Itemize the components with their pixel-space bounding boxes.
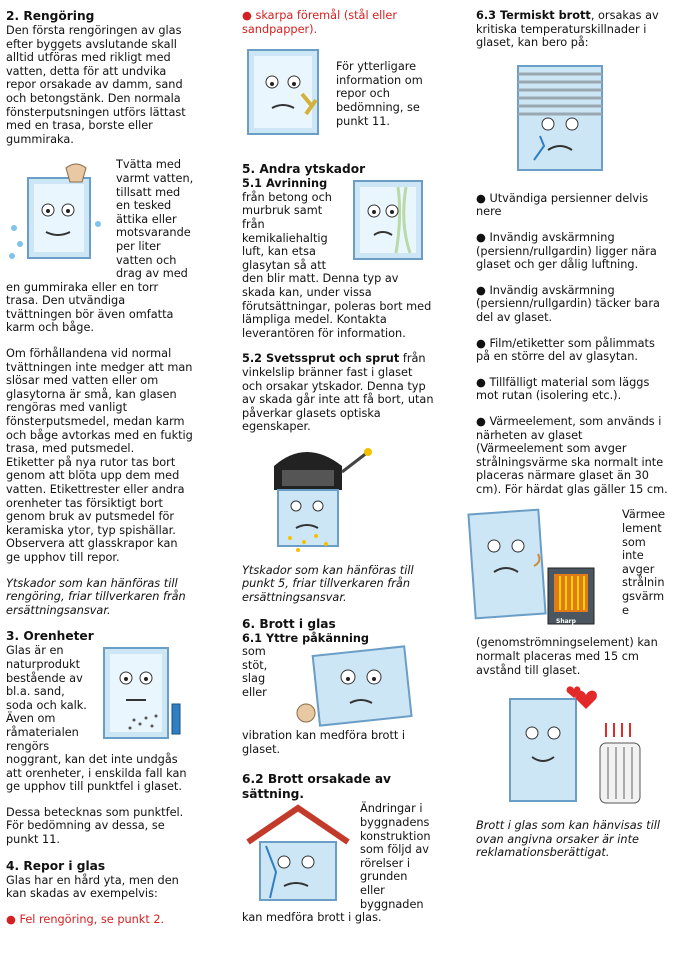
avrinning-text: från betong och murbruk samt från kemikaliehaltig luft, kan etsa glasytan så att den blir matt. Denna typ av skada kan, under vissa förutsättningar, poleras bort med lämpliga medel. Kontakta leverantören för information. <box>242 190 432 340</box>
yttre-paragraph <box>242 632 434 646</box>
heater-figure-row <box>476 506 668 636</box>
repor-bullet-skarpa: ● skarpa föremål (stål eller sandpapper). <box>242 9 398 36</box>
svets-title: 5.2 Svetssprut och sprut <box>242 352 400 366</box>
varme-side-text: Värmeelement som inte avger strålningsvärme <box>622 508 666 617</box>
svets-text: från vinkelslip bränner fast i glaset och orsakar ytskador. Denna typ av skada går inte att få bort, utan påverkar glasets optiska egenskaper. <box>242 352 434 434</box>
repor-bullet-rengoring: ● Fel rengöring, se punkt 2. <box>6 912 165 926</box>
sattning-title: 6.2 Brott orsakade av sättning. <box>242 772 391 802</box>
yttre-title: 6.1 Yttre påkänning <box>242 631 370 645</box>
section-2-heading: 2. Rengöring <box>6 9 95 23</box>
impact-glass-illustration <box>294 645 434 727</box>
bullet-avskarmning-del: ● Invändig avskärmning (persienn/rullgardin) täcker bara del av glaset. <box>476 283 660 324</box>
section-3-heading: 3. Orenheter <box>6 629 94 644</box>
termiskt-text: , orsakas av kritiska temperaturskillnader i glaset, kan bero på: <box>476 9 659 50</box>
final-note: Brott i glas som kan hänvisas till ovan angivna orsaker är inte reklamationsberättigat. <box>476 819 660 860</box>
scratched-glass-illustration <box>242 44 330 140</box>
ytskador-rengoring-note: Ytskador som kan hänföras till rengöring, friar tillverkaren från ersättningsansvar. <box>6 576 186 617</box>
orenheter-text: Glas är en naturprodukt bestående av bl.a. sand, soda och kalk. Även om råmaterialen rengörs noggrant, kan det inte undgås att orenheter, i enskilda fall kan ge upphov till punktfel i glaset. <box>6 644 187 794</box>
etiketter-text: Etiketter på nya rutor tas bort genom att blöta upp dem med vatten. Etikettrester eller andra orenheter tas försiktigt bort genom bruk av putsmedel för keramiska ytor, typ spishällar. Observera att glasskrapor kan ge upphov till repor. <box>6 455 185 564</box>
ytskador-punkt5-note: Ytskador som kan hänföras till punkt 5, friar tillverkaren från ersättningsansvar. <box>242 563 414 605</box>
radiator-glass-illustration <box>496 685 646 811</box>
bullet-film-etiketter: ● Film/etiketter som pålimmats på en större del av glasytan. <box>476 336 655 364</box>
blinds-glass-illustration <box>504 60 616 176</box>
sattning-text: Ändringar i byggnadens konstruktion som följd av rörelser i grunden eller byggnaden kan medföra brott i glas. <box>242 802 431 925</box>
bullet-varmeelement: ● Värmeelement, som används i närheten av glaset (Värmeelement som avger strålningsvärme ska normalt inte placeras närmare glaset än 30 cm). För härdat glas gäller 15 cm. <box>476 414 668 496</box>
bullet-tillfalligt-material: ● Tillfälligt material som läggs mot rutan (isolering etc.). <box>476 375 650 403</box>
section-6-heading: 6. Brott i glas <box>242 616 336 631</box>
bullet-avskarmning-nara: ● Invändig avskärmning (persienn/rullgardin) ligger nära glaset och ger dålig luftning. <box>476 230 657 272</box>
termiskt-title: 6.3 Termiskt brott <box>476 9 591 22</box>
heater-glass-illustration <box>462 506 600 634</box>
settling-house-illustration <box>242 802 354 906</box>
section-4-heading: 4. Repor i glas <box>6 858 106 873</box>
column-2 <box>242 0 434 925</box>
bullet-persienner: ● Utvändiga persienner delvis nere <box>476 191 649 219</box>
runoff-glass-illustration <box>348 177 434 263</box>
yttre-text: som stöt, slag eller vibration kan medföra brott i glaset. <box>242 645 406 756</box>
column-3 <box>476 0 668 860</box>
tvatta-text: Tvätta med varmt vatten, tillsatt med en tesked ättika eller motsvarande per liter vatten och drag av med en gummiraka eller en torr trasa. Den utvändiga tvättningen bör även omfatta karm och båge. <box>6 158 194 335</box>
column-1 <box>6 0 194 926</box>
varme-continued-text: (genomströmningselement) kan normalt placeras med 15 cm avstånd till glaset. <box>476 636 658 677</box>
punktfel-text: Dessa betecknas som punktfel. För bedömning av dessa, se punkt 11. <box>6 805 184 847</box>
washing-glass-illustration <box>6 158 110 268</box>
impurities-glass-illustration <box>94 644 194 748</box>
welding-glass-illustration <box>256 442 386 558</box>
svets-paragraph <box>242 352 434 434</box>
ytterligare-text: För ytterligare information om repor och bedömning, se punkt 11. <box>336 60 423 128</box>
termiskt-paragraph <box>476 9 668 50</box>
forhallanden-text: Om förhållandena vid normal tvättningen inte medger att man slösar med vatten eller om glasytorna är små, kan glasen rengöras med vanligt fönsterputsmedel, medan karm och båge avtorkas med en fuktig trasa, med putsmedel. <box>6 347 193 456</box>
repor-text: Glas har en hård yta, men den kan skadas av exempelvis: <box>6 873 179 901</box>
section-5-heading: 5. Andra ytskador <box>242 162 366 177</box>
heater-brand-label: Sharp <box>556 618 576 626</box>
rengoring-intro: Den första rengöringen av glas efter byggets avslutande skall alltid utföras med rikligt med vatten, detta för att undvika repor orsakade av damm, sand och betongstänk. Den normala fönsterputsningen utförs lättast med en trasa, borste eller gummiraka. <box>6 24 186 146</box>
avrinning-title: 5.1 Avrinning <box>242 177 328 191</box>
